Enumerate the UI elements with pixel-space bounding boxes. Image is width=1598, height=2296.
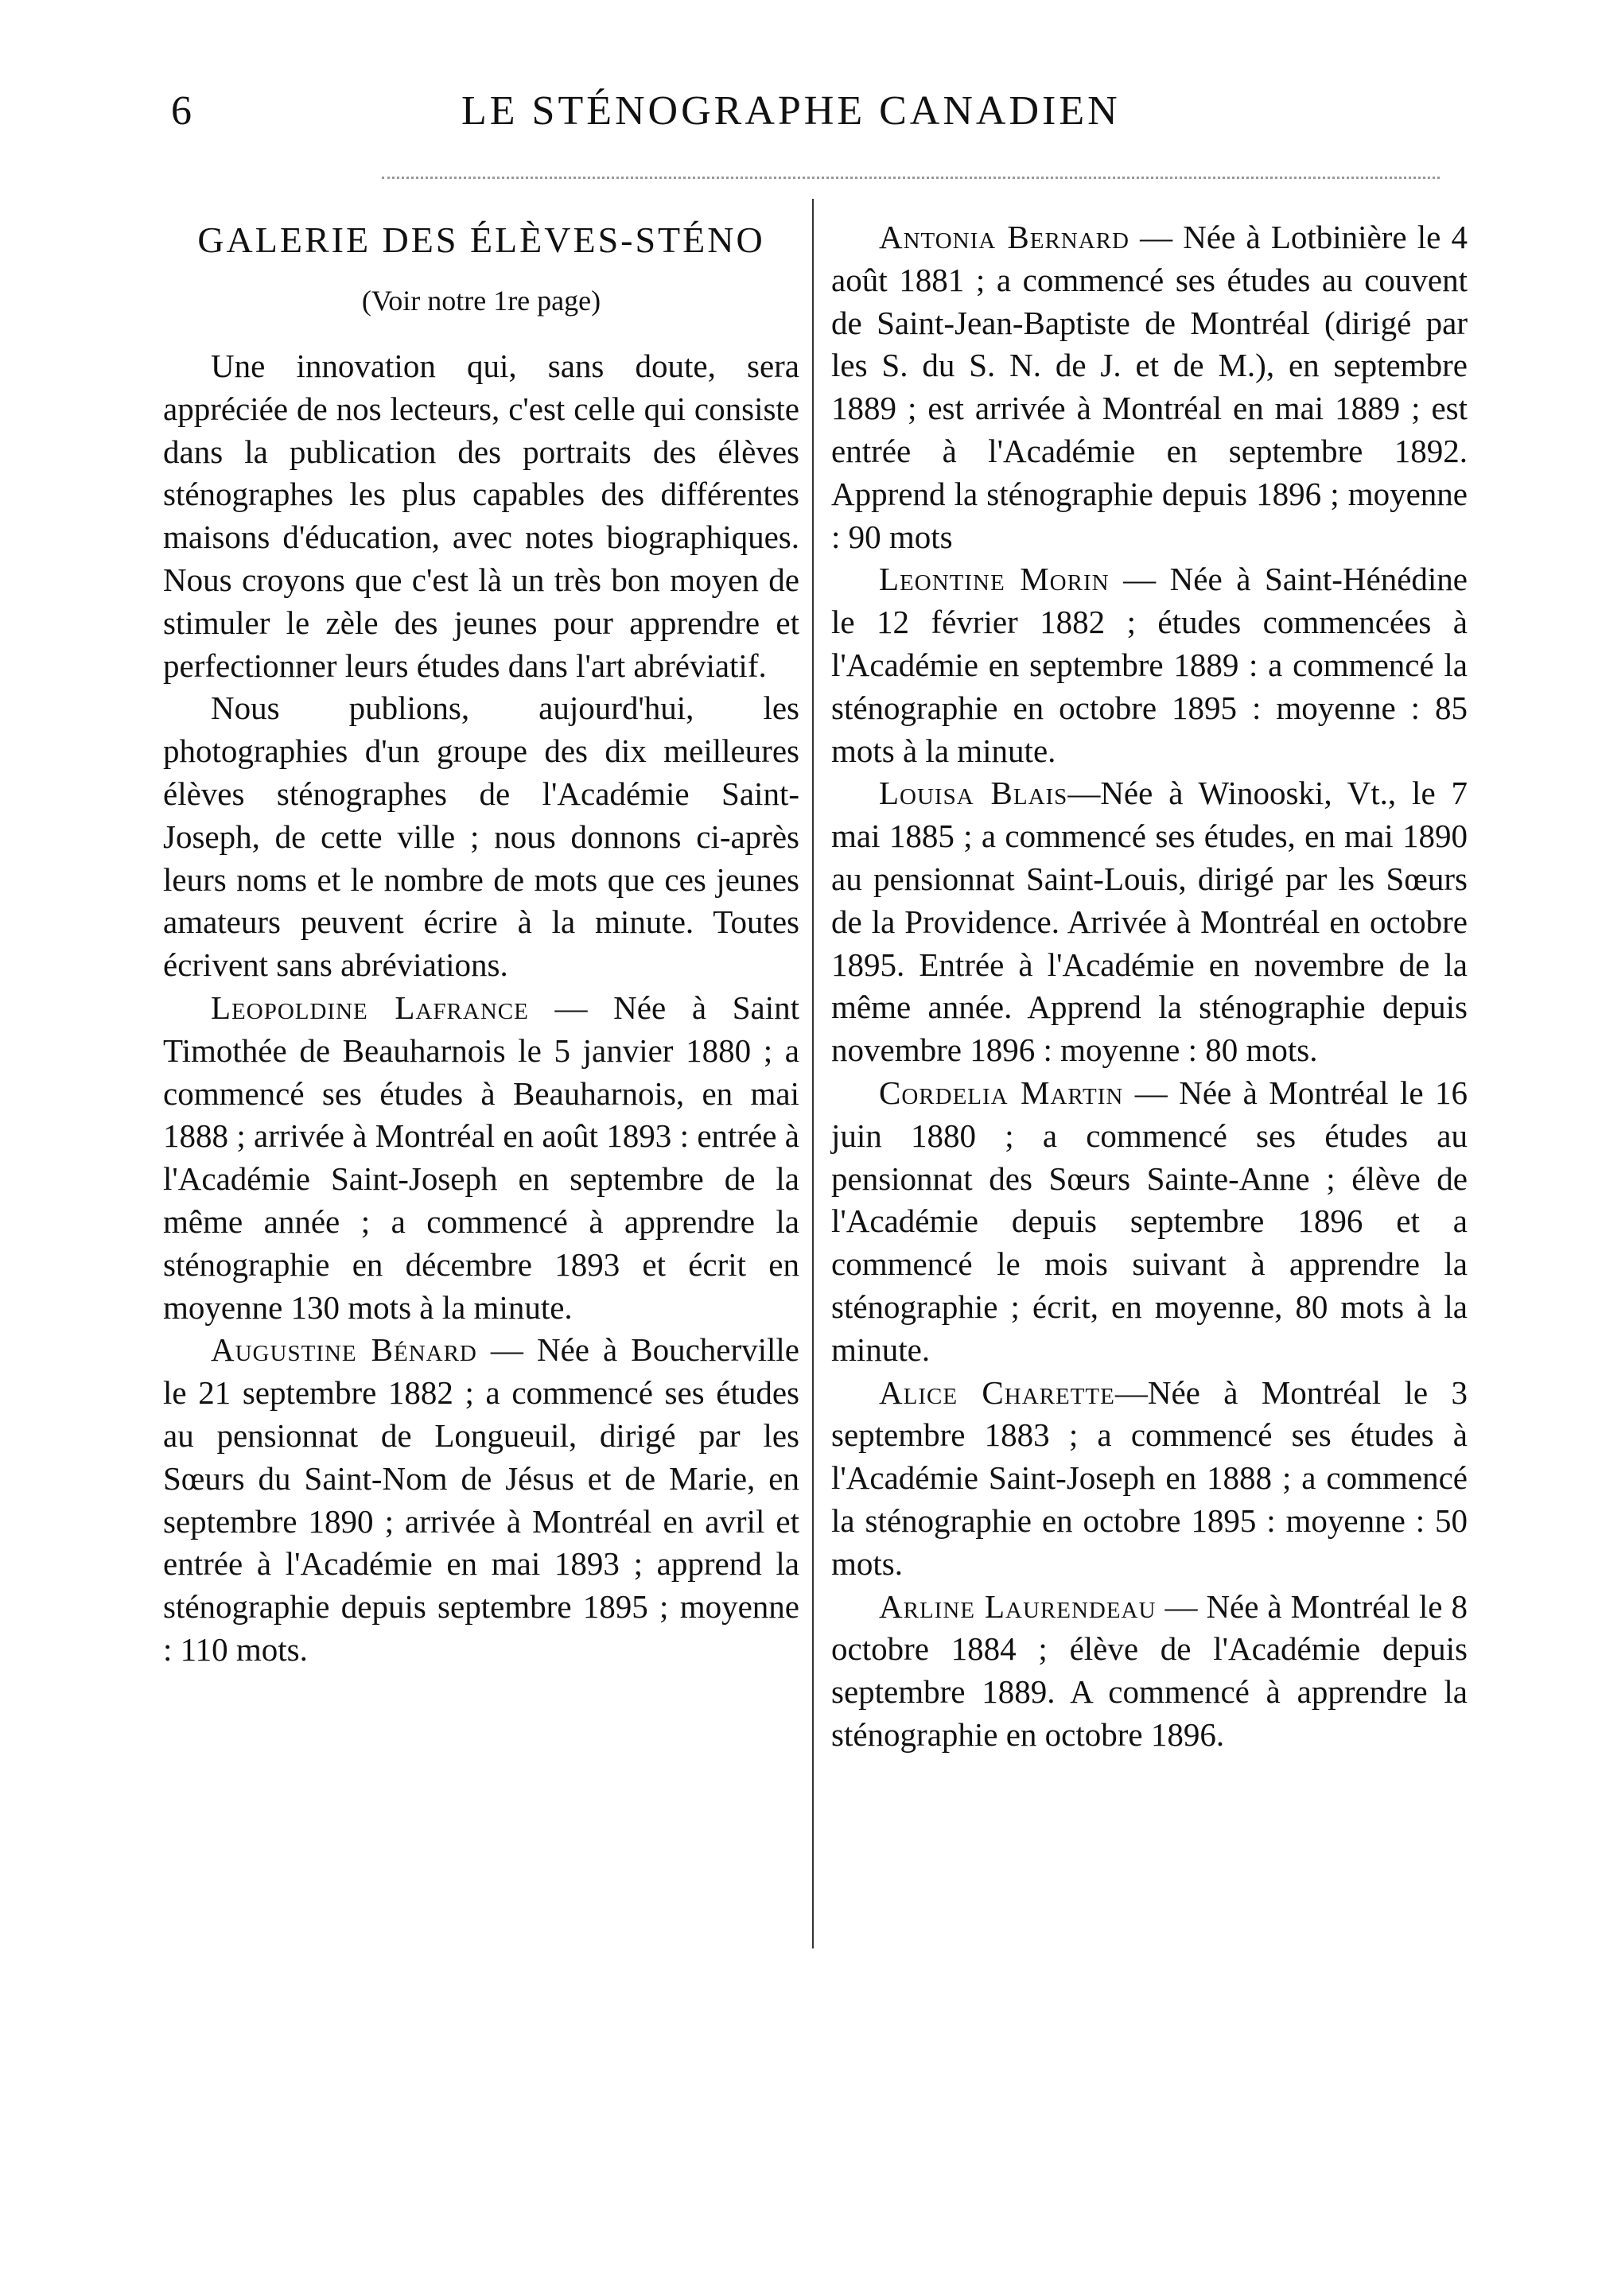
student-entry [163, 1329, 799, 1671]
student-bio: — Née à Lotbinière le 4 août 1881 ; a commencé ses études au couvent de Saint-Jean-Baptiste de Montréal (dirigé par les S. du S. N. de J. et de M.), en septembre 1889 ; est arrivée à Montréal en mai 1889 ; est entrée à l'Académie en septembre 1892. Apprend la sténographie depuis 1896 ; moyenne : 90 mots [831, 219, 1468, 555]
student-name: Augustine Bénard [211, 1331, 477, 1369]
student-entry [831, 1586, 1468, 1757]
header-rule [382, 177, 1440, 179]
student-bio: — Née à Saint-Hénédine le 12 février 1882 ; études commencées à l'Académie en septembre 1889 : a commencé la sténographie en octobre 1895 : moyenne : 85 mots à la minute. [831, 561, 1468, 769]
student-bio: — Née à Boucherville le 21 septembre 1882 ; a commencé ses études au pensionnat de Longueuil, dirigé par les Sœurs du Saint-Nom de Jésus et de Marie, en septembre 1890 ; arrivée à Montréal en avril et entrée à l'Académie en mai 1893 ; apprend la sténographie depuis septembre 1895 ; moyenne : 110 mots. [163, 1331, 800, 1668]
article-subtitle: (Voir notre 1re page) [361, 285, 601, 317]
student-bio: — Née à Saint Timothée de Beauharnois le 5 janvier 1880 ; a commencé ses études à Beauharnois, en mai 1888 ; arrivée à Montréal en août 1893 : entrée à l'Académie Saint-Joseph en septembre de la même année ; a commencé à apprendre la sténographie en décembre 1893 et écrit en moyenne 130 mots à la minute. [163, 989, 799, 1326]
student-name: Antonia Bernard [879, 219, 1129, 255]
student-name: Alice Charette [879, 1373, 1115, 1411]
student-name: Cordelia Martin [879, 1074, 1124, 1111]
student-bio: — Née à Montréal le 8 octobre 1884 ; élève de l'Académie depuis septembre 1889. A commencé à apprendre la sténographie en octobre 1896. [831, 1587, 1468, 1753]
student-name: Louisa Blais [879, 775, 1068, 812]
right-column [831, 216, 1468, 1757]
intro-paragraph: Nous publions, aujourd'hui, les photographies d'un groupe des dix meilleures élèves sténographes de l'Académie Saint-Joseph, de cette ville ; nous donnons ci-après leurs noms et le nombre de mots que ces jeunes amateurs peuvent écrire à la minute. Toutes écrivent sans abréviations. [163, 690, 799, 984]
student-entry [831, 1372, 1468, 1586]
intro-paragraph: Une innovation qui, sans doute, sera appréciée de nos lecteurs, c'est celle qui consiste dans la publication des portraits des élèves sténographes les plus capables des différentes maisons d'éducation, avec notes biographiques. Nous croyons que c'est là un très bon moyen de stimuler le zèle des jeunes pour apprendre et perfectionner leurs études dans l'art abréviatif. [163, 348, 799, 684]
student-entry [831, 1072, 1468, 1372]
running-title: LE STÉNOGRAPHE CANADIEN [461, 88, 1121, 134]
student-entry [163, 987, 799, 1329]
student-bio: — Née à Montréal le 16 juin 1880 ; a commencé ses études au pensionnat des Sœurs Sainte-Anne ; élève de l'Académie depuis septembre 1896 et a commencé le mois suivant à apprendre la sténographie ; écrit, en moyenne, 80 mots à la minute. [831, 1074, 1468, 1368]
student-bio: —Née à Montréal le 3 septembre 1883 ; a commencé ses études à l'Académie Saint-Joseph en 1888 ; a commencé la sténographie en octobre 1895 : moyenne : 50 mots. [831, 1373, 1468, 1582]
student-name: Leontine Morin [879, 561, 1110, 598]
student-name: Leopoldine Lafrance [211, 989, 529, 1026]
student-entry [831, 772, 1468, 1072]
student-entry [831, 216, 1468, 558]
article-title: GALERIE DES ÉLÈVES-STÉNO [197, 219, 765, 260]
student-bio: —Née à Winooski, Vt., le 7 mai 1885 ; a commencé ses études, en mai 1890 au pensionnat Saint-Louis, dirigé par les Sœurs de la Providence. Arrivée à Montréal en octobre 1895. Entrée à l'Académie en novembre de la même année. Apprend la sténographie depuis novembre 1896 : moyenne : 80 mots. [831, 775, 1468, 1069]
page-number: 6 [171, 88, 192, 134]
left-column [163, 216, 799, 1672]
student-name: Arline Laurendeau [879, 1587, 1157, 1625]
column-divider [812, 199, 814, 1948]
student-entry [831, 558, 1468, 772]
